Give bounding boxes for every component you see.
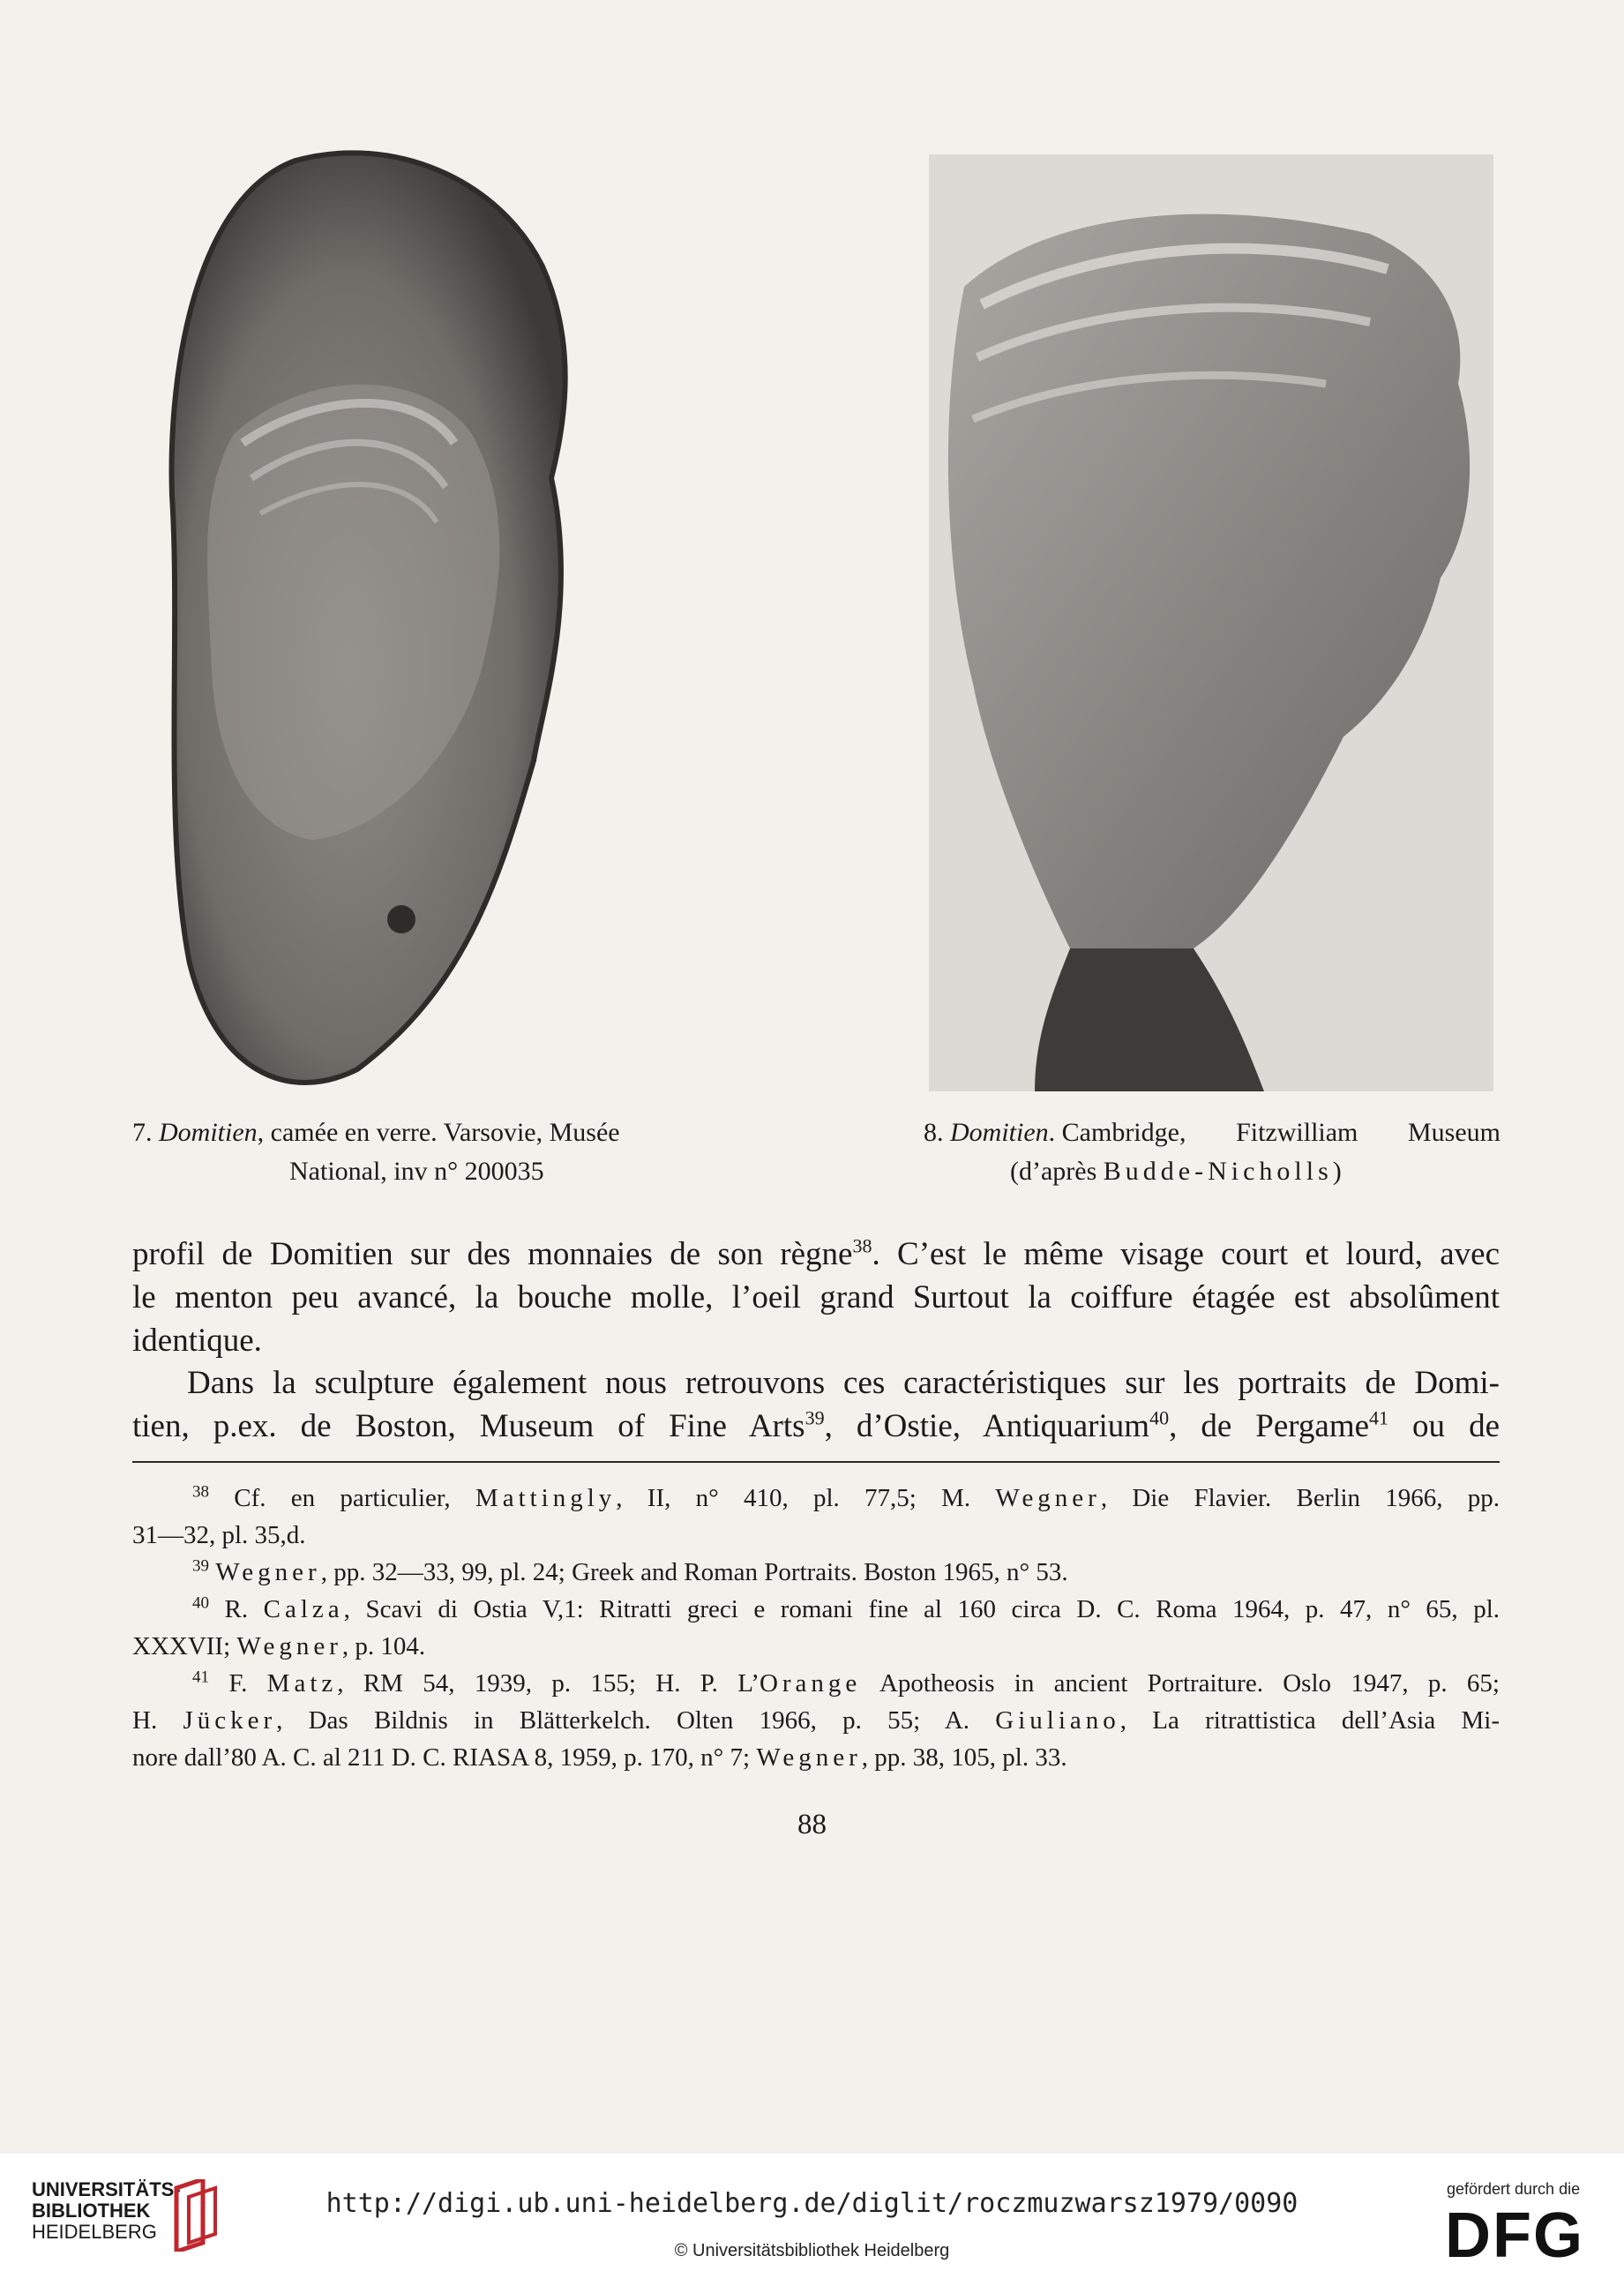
fn39-text: , pp. 32—33, 99, pl. 24; Greek and Roman Portraits. Boston 1965, n° 53.: [320, 1558, 1068, 1586]
footnote-41-number: 41: [192, 1668, 209, 1687]
body-paragraph-1: [132, 1233, 1500, 1362]
figure-8-caption-c: Museum: [1407, 1118, 1501, 1147]
fn40-text-b: , Scavi di Ostia V,1: Ritratti greci e romani fine al 160 circa D. C. Roma 1964, p. 47, n° 65, pl.: [343, 1595, 1501, 1623]
logo-line-2: BIBLIOTHEK: [32, 2200, 151, 2222]
dfg-funding-label: gefördert durch die: [1447, 2180, 1581, 2198]
cameo-photo: [163, 143, 679, 1094]
figure-8-number: 8.: [924, 1118, 944, 1147]
fn40-author: Calza: [263, 1595, 344, 1623]
figure-7-title: Domitien: [159, 1118, 258, 1147]
fn38-author-1: Mattingly: [475, 1484, 617, 1512]
footnote-40: [132, 1591, 1500, 1665]
footnote-ref-41[interactable]: 41: [1369, 1406, 1389, 1429]
fn41-text-b: , RM 54, 1939, p. 155; H. P. L’: [337, 1669, 760, 1698]
p2-line1: Dans la sculpture également nous retrouvons ces caractéristiques sur les portraits de Domi-: [187, 1365, 1500, 1401]
fn40-line2-b: , p. 104.: [341, 1632, 426, 1660]
p1-line2: le menton peu avancé, la bouche molle, l’oeil grand Surtout la coiffure étagée est absolûment: [132, 1279, 1500, 1315]
figure-8-caption-b: Fitzwilliam: [1236, 1118, 1358, 1147]
fn40-line2-author: Wegner: [236, 1632, 342, 1660]
footnote-separator: [132, 1461, 1500, 1463]
copyright-notice: © Universitätsbibliothek Heidelberg: [674, 2241, 950, 2260]
logo-line-3: HEIDELBERG: [32, 2221, 157, 2243]
fn38-text-a: Cf. en particulier,: [234, 1484, 475, 1512]
p2-line2-c: , de Pergame: [1169, 1408, 1370, 1444]
p1-line3: identique.: [132, 1323, 262, 1359]
fn40-line2-a: XXXVII;: [132, 1632, 237, 1660]
footnote-ref-39[interactable]: 39: [805, 1406, 825, 1429]
footnote-39-number: 39: [192, 1556, 209, 1576]
fn38-author-2: Wegner: [995, 1484, 1101, 1512]
footnote-ref-40[interactable]: 40: [1149, 1406, 1170, 1429]
p2-line2-d: ou de: [1388, 1408, 1500, 1444]
figure-7-caption-line2: National, inv n° 200035: [289, 1157, 544, 1186]
fn41-line3-b: , pp. 38, 105, pl. 33.: [861, 1743, 1067, 1772]
figure-7-cameo-image: [163, 143, 679, 1094]
figure-8-caption-author: Budde-Nicholls: [1103, 1157, 1333, 1186]
figure-8-caption-l2-pre: (d’après: [1010, 1157, 1104, 1186]
figure-8-caption-l2-post: ): [1332, 1157, 1342, 1186]
footnote-38: [132, 1480, 1500, 1554]
fn41-line2-a: H.: [132, 1706, 183, 1735]
figure-7-caption: [132, 1113, 715, 1191]
figure-8-marble-head-image: [929, 154, 1493, 1091]
footnote-38-number: 38: [192, 1482, 209, 1502]
fn38-text-c: , Die Flavier. Berlin 1966, pp.: [1100, 1484, 1501, 1512]
body-paragraph-2: [132, 1361, 1500, 1448]
fn41-author-2: Orange: [759, 1669, 862, 1698]
p2-line2-a: tien, p.ex. de Boston, Museum of Fine Arts: [132, 1408, 805, 1444]
dfg-logo[interactable]: DFG: [1445, 2200, 1584, 2271]
logo-line-1: UNIVERSITÄTS-: [32, 2178, 181, 2200]
fn38-text-b: , II, n° 410, pl. 77,5; M.: [616, 1484, 996, 1512]
figure-8-caption-a: . Cambridge,: [1048, 1118, 1186, 1147]
fn41-line3-author: Wegner: [756, 1743, 862, 1772]
fn41-text-c: Apotheosis in ancient Portraiture. Oslo 1947, p. 65;: [861, 1669, 1500, 1698]
fn41-text-a: F.: [228, 1669, 267, 1698]
fn38-line2: 31—32, pl. 35,d.: [132, 1521, 306, 1549]
figure-7-caption-text: , camée en verre. Varsovie, Musée: [257, 1118, 620, 1147]
fn41-line2-b: , Das Bildnis in Blätterkelch. Olten 1966, p. 55; A.: [276, 1706, 996, 1735]
page-number: 88: [797, 1809, 827, 1840]
footnote-41: [132, 1665, 1500, 1776]
figure-7-number: 7.: [132, 1118, 153, 1147]
footnote-40-number: 40: [192, 1593, 209, 1613]
digitization-footer: [0, 2154, 1624, 2286]
marble-head-photo: [929, 154, 1493, 1091]
p1-line1-b: . C’est le même visage court et lourd, avec: [872, 1236, 1501, 1272]
fn41-line2-author-2: Giuliano: [995, 1706, 1120, 1735]
p2-line2-b: , d’Ostie, Antiquarium: [824, 1408, 1150, 1444]
figure-8-title: Domitien: [950, 1118, 1049, 1147]
figure-8-caption: [924, 1113, 1501, 1191]
permalink-url[interactable]: http://digi.ub.uni-heidelberg.de/diglit/roczmuzwarsz1979/0090: [326, 2188, 1298, 2219]
p1-line1-a: profil de Domitien sur des monnaies de son règne: [132, 1236, 853, 1272]
fn41-line3-a: nore dall’80 A. C. al 211 D. C. RIASA 8, 1959, p. 170, n° 7;: [132, 1743, 757, 1772]
fn39-author: Wegner: [215, 1558, 321, 1586]
fn40-text-a: R.: [224, 1595, 264, 1623]
fn41-line2-author-1: Jücker: [183, 1706, 277, 1735]
fn41-author-1: Matz: [266, 1669, 338, 1698]
fn41-line2-c: , La ritrattistica dell’Asia Mi-: [1119, 1706, 1500, 1735]
footnote-ref-38[interactable]: 38: [852, 1234, 872, 1257]
footnote-39: [132, 1554, 1500, 1591]
